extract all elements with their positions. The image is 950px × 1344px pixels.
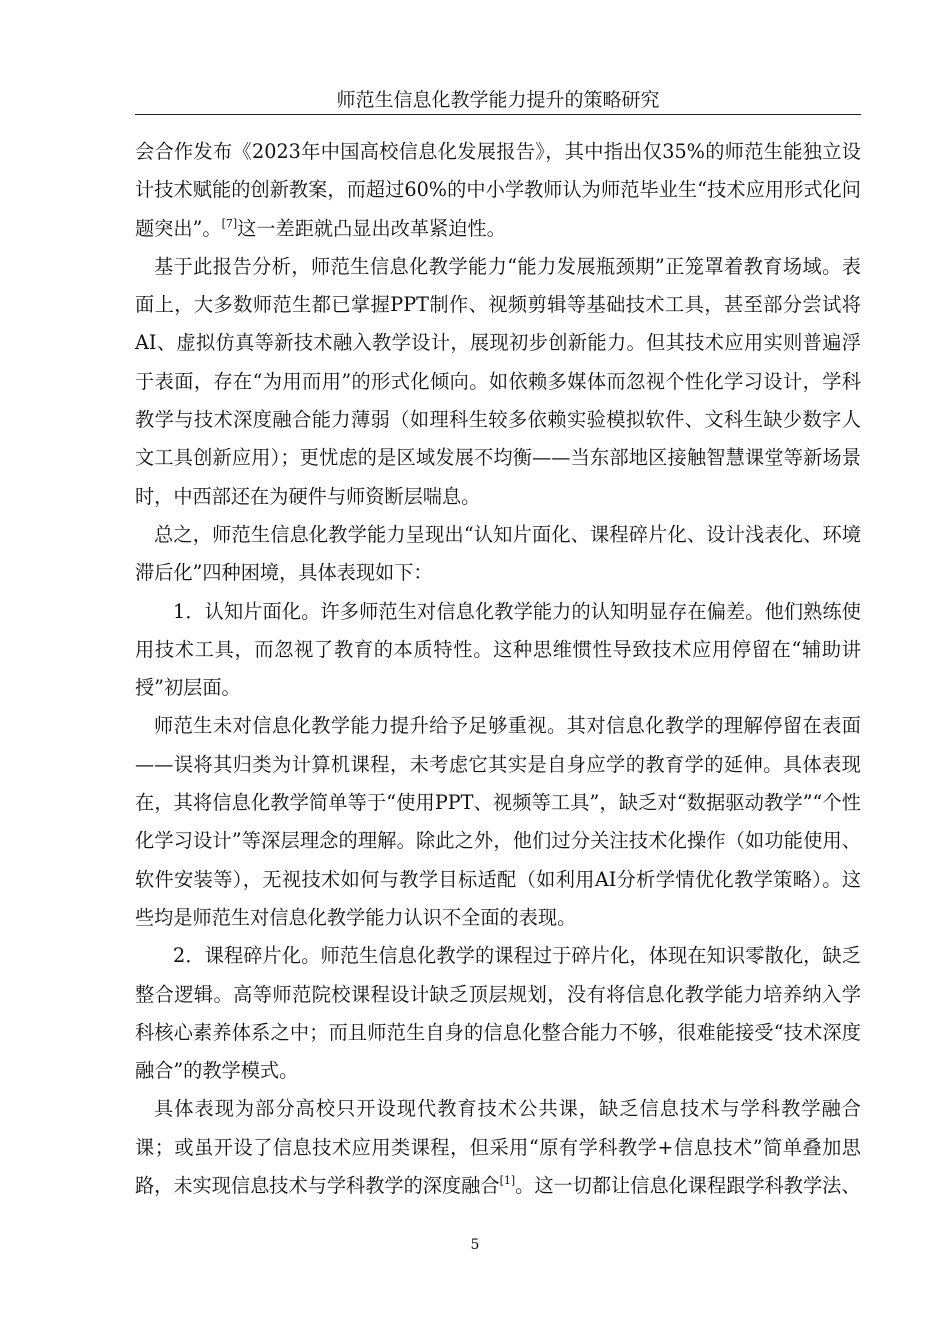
running-header-title: 师范生信息化教学能力提升的策略研究 — [336, 89, 660, 111]
page-number: 5 — [470, 1237, 480, 1253]
paragraph-text: 会合作发布《2023年中国高校信息化发展报告》，其中指出仅35%的师范生能独立设计技术赋能的创新教案，而超过60%的中小学教师认为师范毕业生“技术应用形式化问题突出”。 — [135, 140, 861, 240]
paragraph-point-cognition: 1．认知片面化。许多师范生对信息化教学能力的认知明显存在偏差。他们熟练使用技术工具，而忽视了教育的本质特性。这种思维惯性导致技术应用停留在“辅助讲授”初层面。 — [135, 599, 861, 700]
paragraph-point-curriculum: 2．课程碎片化。师范生信息化教学的课程过于碎片化，体现在知识零散化，缺乏整合逻辑。高等师范院校课程设计缺乏顶层规划，没有将信息化教学能力培养纳入学科核心素养体系之中；而且师范生自身的信息化整合能力不够，很难能接受“技术深度融合”的教学模式。 — [135, 944, 861, 1083]
paragraph-text: 这一差距就凸显出改革紧迫性。 — [237, 216, 506, 240]
body-text — [135, 133, 861, 1205]
paragraph-curriculum-detail — [135, 1090, 861, 1205]
paragraph-report-stats — [135, 133, 861, 248]
citation-ref: [1] — [499, 1174, 516, 1188]
running-header — [135, 88, 861, 115]
citation-ref: [7] — [221, 216, 238, 230]
paragraph-bottleneck: 基于此报告分析，师范生信息化教学能力“能力发展瓶颈期”正笼罩着教育场域。表面上，大多数师范生都已掌握PPT制作、视频剪辑等基础技术工具，甚至部分尝试将AI、虚拟仿真等新技术融入教学设计，展现初步创新能力。但其技术应用实则普遍浮于表面，存在“为用而用”的形式化倾向。如依赖多媒体而忽视个性化学习设计，学科教学与技术深度融合能力薄弱（如理科生较多依赖实验模拟软件、文科生缺少数字人文工具创新应用）；更忧虑的是区域发展不均衡——当东部地区接触智慧课堂等新场景时，中西部还在为硬件与师资断层喘息。 — [135, 254, 861, 508]
paragraph-cognition-detail: 师范生未对信息化教学能力提升给予足够重视。其对信息化教学的理解停留在表面——误将其归类为计算机课程，未考虑它其实是自身应学的教育学的延伸。具体表现在，其将信息化教学简单等于“使用PPT、视频等工具”，缺乏对“数据驱动教学”“个性化学习设计”等深层理念的理解。除此之外，他们过分关注技术化操作（如功能使用、软件安装等），无视技术如何与教学目标适配（如利用AI分析学情优化教学策略）。这些均是师范生对信息化教学能力认识不全面的表现。 — [135, 714, 861, 929]
paragraph-summary: 总之，师范生信息化教学能力呈现出“认知片面化、课程碎片化、设计浅表化、环境滞后化”四种困境，具体表现如下： — [135, 522, 861, 585]
paragraph-text: 。这一切都让信息化课程跟学科教学法、 — [515, 1174, 861, 1198]
paragraph-text: 具体表现为部分高校只开设现代教育技术公共课，缺乏信息技术与学科教学融合课；或虽开设了信息技术应用类课程，但采用“原有学科教学+信息技术”简单叠加思路，未实现信息技术与学科教学的深度融合 — [135, 1097, 861, 1198]
